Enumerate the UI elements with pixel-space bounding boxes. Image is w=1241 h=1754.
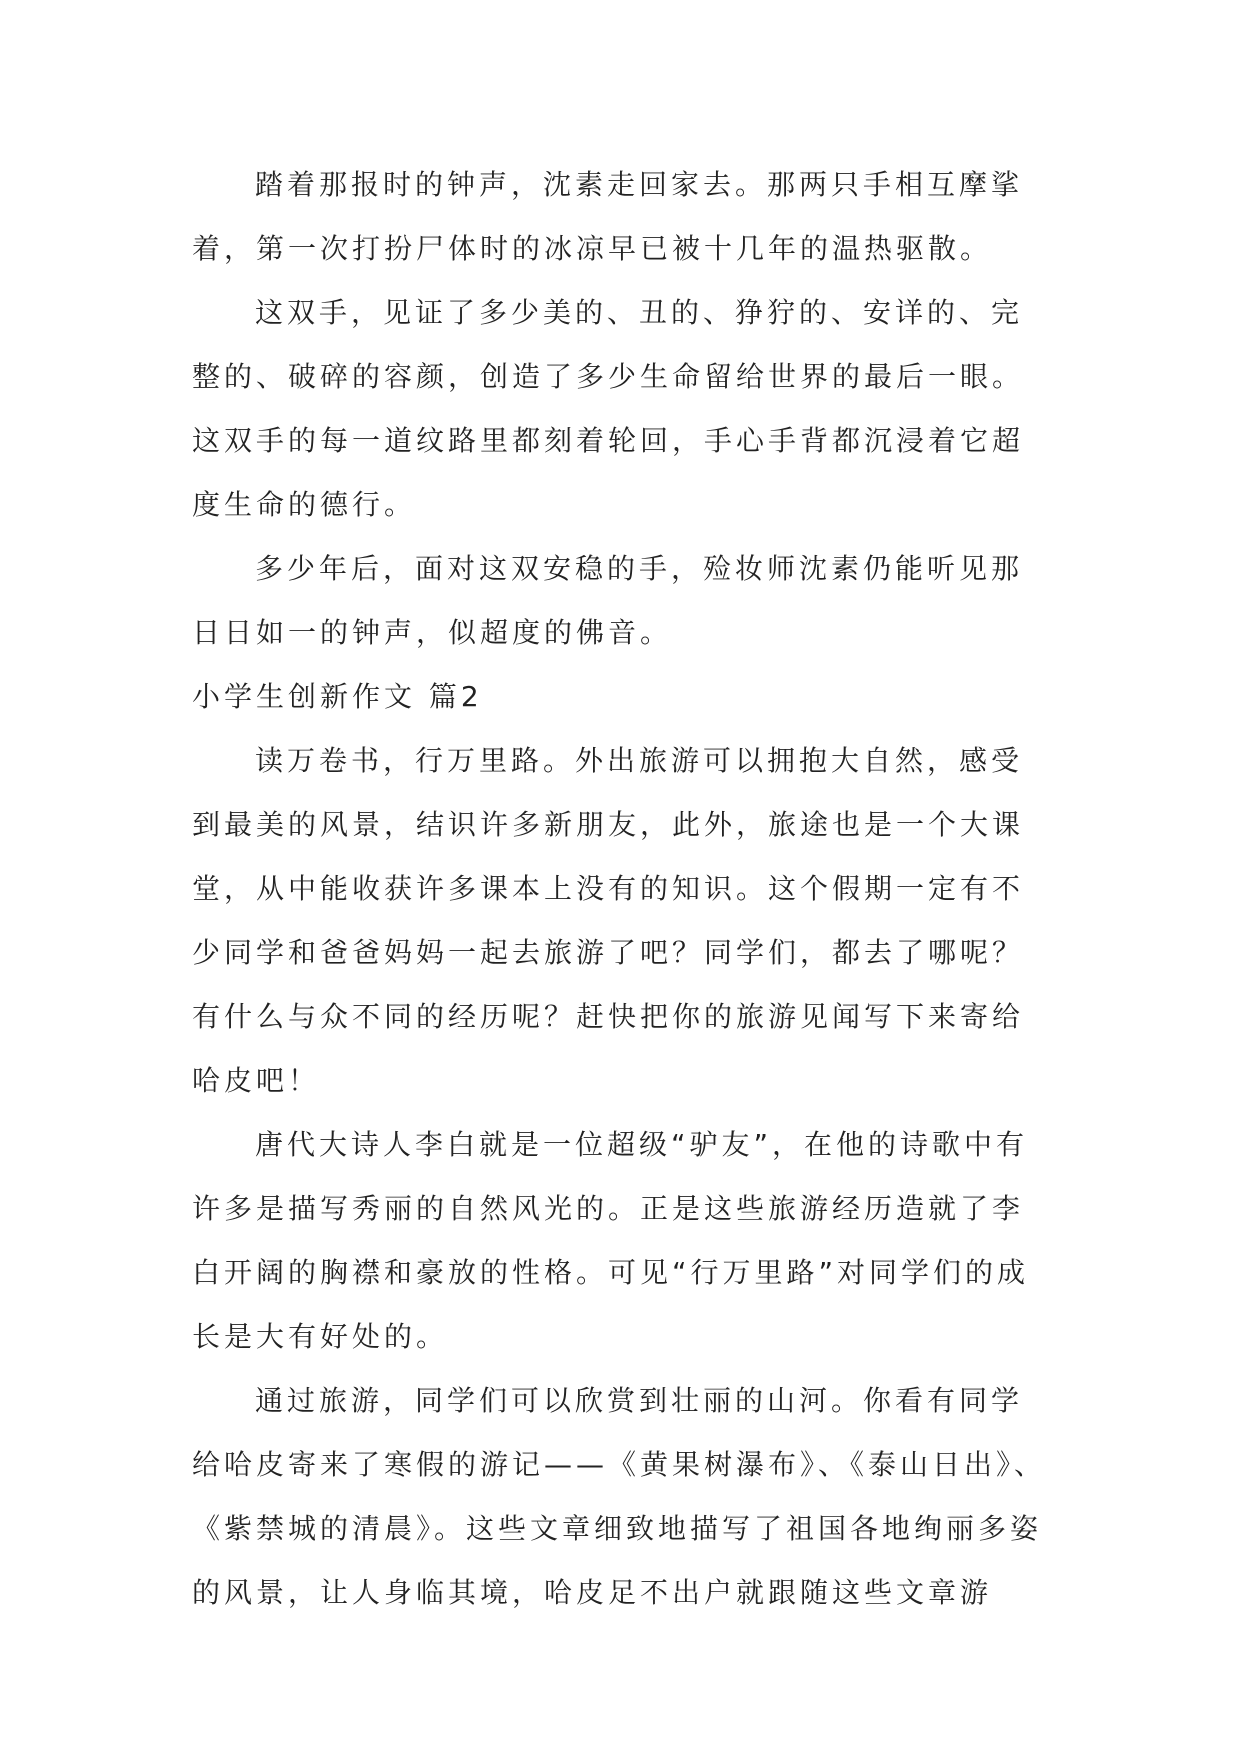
section-heading: 小学生创新作文 篇2 bbox=[192, 680, 483, 713]
paragraph-3: 多少年后，面对这双安稳的手，殓妆师沈素仍能听见那日日如一的钟声，似超度的佛音。 bbox=[192, 552, 1024, 649]
paragraph-1: 踏着那报时的钟声，沈素走回家去。那两只手相互摩挲着，第一次打扮尸体时的冰凉早已被十几年的温热驱散。 bbox=[192, 168, 1024, 265]
paragraph-6: 通过旅游，同学们可以欣赏到壮丽的山河。你看有同学给哈皮寄来了寒假的游记——《黄果树瀑布》、《泰山日出》、《紫禁城的清晨》。这些文章细致地描写了祖国各地绚丽多姿的风景，让人身临其境，哈皮足不出户就跟随这些文章游 bbox=[192, 1384, 1047, 1609]
paragraph-4: 读万卷书，行万里路。外出旅游可以拥抱大自然，感受到最美的风景，结识许多新朋友，此外，旅途也是一个大课堂，从中能收获许多课本上没有的知识。这个假期一定有不少同学和爸爸妈妈一起去旅游了吧？同学们，都去了哪呢？有什么与众不同的经历呢？赶快把你的旅游见闻写下来寄给哈皮吧！ bbox=[192, 744, 1025, 1097]
section-1-body bbox=[192, 153, 1052, 665]
paragraph-2: 这双手，见证了多少美的、丑的、狰狞的、安详的、完整的、破碎的容颜，创造了多少生命留给世界的最后一眼。这双手的每一道纹路里都刻着轮回，手心手背都沉浸着它超度生命的德行。 bbox=[192, 296, 1025, 521]
paragraph-5: 唐代大诗人李白就是一位超级“驴友”，在他的诗歌中有许多是描写秀丽的自然风光的。正是这些旅游经历造就了李白开阔的胸襟和豪放的性格。可见“行万里路”对同学们的成长是大有好处的。 bbox=[192, 1128, 1030, 1353]
section-2-body bbox=[192, 665, 1052, 1625]
